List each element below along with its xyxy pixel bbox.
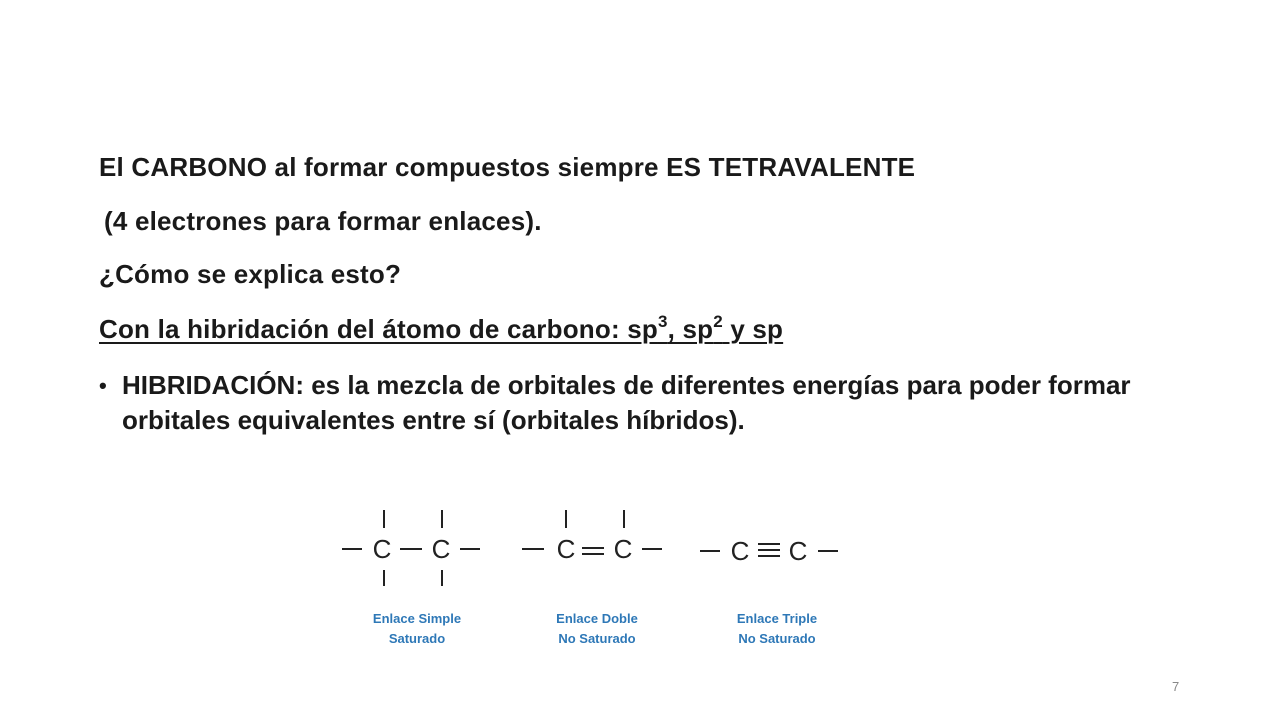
caption-simple-line1: Enlace Simple bbox=[372, 611, 462, 626]
superscript-3: 3 bbox=[657, 312, 668, 331]
bullet-marker: • bbox=[99, 373, 107, 398]
single-bond-structure bbox=[342, 510, 480, 586]
hibridacion-suffix: y sp bbox=[722, 314, 784, 344]
carbon-atom-3: C bbox=[556, 534, 576, 564]
caption-triple-line2: No Saturado bbox=[738, 631, 816, 646]
caption-doble-line2: No Saturado bbox=[558, 631, 636, 646]
carbon-atom-1: C bbox=[372, 534, 392, 564]
hibridacion-prefix: Con la hibridación del átomo de carbono: sp bbox=[99, 314, 658, 344]
caption-enlace-doble bbox=[532, 609, 662, 649]
bullet-hibridacion bbox=[99, 368, 1209, 438]
superscript-2: 2 bbox=[713, 312, 723, 331]
hibridacion-mid: , sp bbox=[667, 314, 714, 344]
carbon-atom-4: C bbox=[613, 534, 633, 564]
caption-simple-line2: Saturado bbox=[388, 631, 446, 646]
caption-enlace-simple bbox=[352, 609, 482, 649]
carbon-atom-2: C bbox=[431, 534, 451, 564]
caption-triple-line1: Enlace Triple bbox=[736, 611, 818, 626]
page-number: 7 bbox=[1172, 679, 1180, 694]
carbon-atom-6: C bbox=[788, 536, 808, 566]
caption-enlace-triple bbox=[712, 609, 842, 649]
carbon-atom-5: C bbox=[730, 536, 750, 566]
text-line-hibridacion bbox=[99, 314, 783, 345]
text-line-electrones: (4 electrones para formar enlaces). bbox=[104, 206, 542, 236]
text-line-tetravalente: El CARBONO al formar compuestos siempre ES TETRAVALENTE bbox=[99, 152, 916, 182]
bullet-text: HIBRIDACIÓN: es la mezcla de orbitales de diferentes energías para poder formar orbitales equivalentes entre sí (orbitales híbridos). bbox=[122, 370, 1131, 435]
double-bond-structure bbox=[522, 510, 662, 554]
triple-bond-structure bbox=[700, 544, 838, 556]
text-line-pregunta: ¿Cómo se explica esto? bbox=[99, 259, 402, 289]
caption-doble-line1: Enlace Doble bbox=[556, 611, 638, 626]
